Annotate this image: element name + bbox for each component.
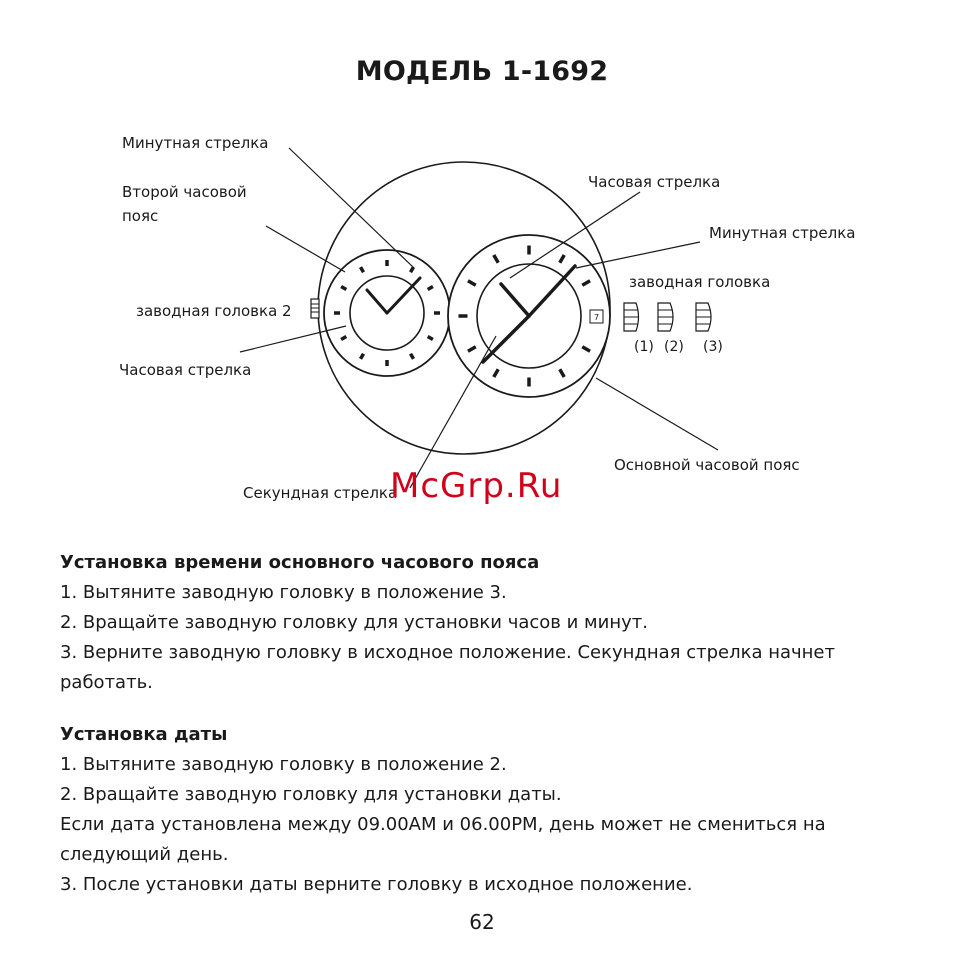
crown-position-3-icon xyxy=(696,303,711,331)
page-title: МОДЕЛЬ 1-1692 xyxy=(355,56,609,87)
section-date-heading: Установка даты xyxy=(60,724,228,745)
section-date-line: Если дата установлена между 09.00AM и 06.00PM, день может не смениться на следующий день. xyxy=(60,814,826,865)
section-main-time-step: 3. Верните заводную головку в исходное положение. Секундная стрелка начнет работать. xyxy=(60,642,835,693)
label-crown-2: заводная головка 2 xyxy=(136,302,292,320)
watermark: McGrp.Ru xyxy=(390,466,563,506)
page-number: 62 xyxy=(469,910,495,934)
label-second-hand: Секундная стрелка xyxy=(243,484,398,502)
crown-position-2-label: (2) xyxy=(664,339,684,355)
section-date-line: 2. Вращайте заводную головку для установки даты. xyxy=(60,784,562,805)
label-hour-hand-left: Часовая стрелка xyxy=(119,361,252,379)
label-main-timezone: Основной часовой пояс xyxy=(614,456,800,474)
section-main-time xyxy=(60,548,920,698)
label-crown: заводная головка xyxy=(629,273,771,291)
crown-position-1-label: (1) xyxy=(634,339,654,355)
crown-position-2-icon xyxy=(658,303,673,331)
section-date-line: 3. После установки даты верните головку в исходное положение. xyxy=(60,874,693,895)
section-date-line: 1. Вытяните заводную головку в положение 2. xyxy=(60,754,507,775)
label-minute-hand-right: Минутная стрелка xyxy=(709,224,856,242)
crown-2-icon xyxy=(311,299,319,318)
label-second-timezone-line1: Второй часовой xyxy=(122,183,247,201)
label-minute-hand-left: Минутная стрелка xyxy=(122,134,269,152)
crown-position-3-label: (3) xyxy=(703,339,723,355)
crown-position-1-icon xyxy=(624,303,639,331)
section-main-time-step: 2. Вращайте заводную головку для установки часов и минут. xyxy=(60,612,648,633)
section-main-time-heading: Установка времени основного часового пояса xyxy=(60,552,540,573)
label-second-timezone-line2: пояс xyxy=(122,207,159,225)
section-main-time-step: 1. Вытяните заводную головку в положение 3. xyxy=(60,582,507,603)
date-value: 7 xyxy=(594,313,600,322)
section-date xyxy=(60,720,920,900)
label-hour-hand-right: Часовая стрелка xyxy=(588,173,721,191)
